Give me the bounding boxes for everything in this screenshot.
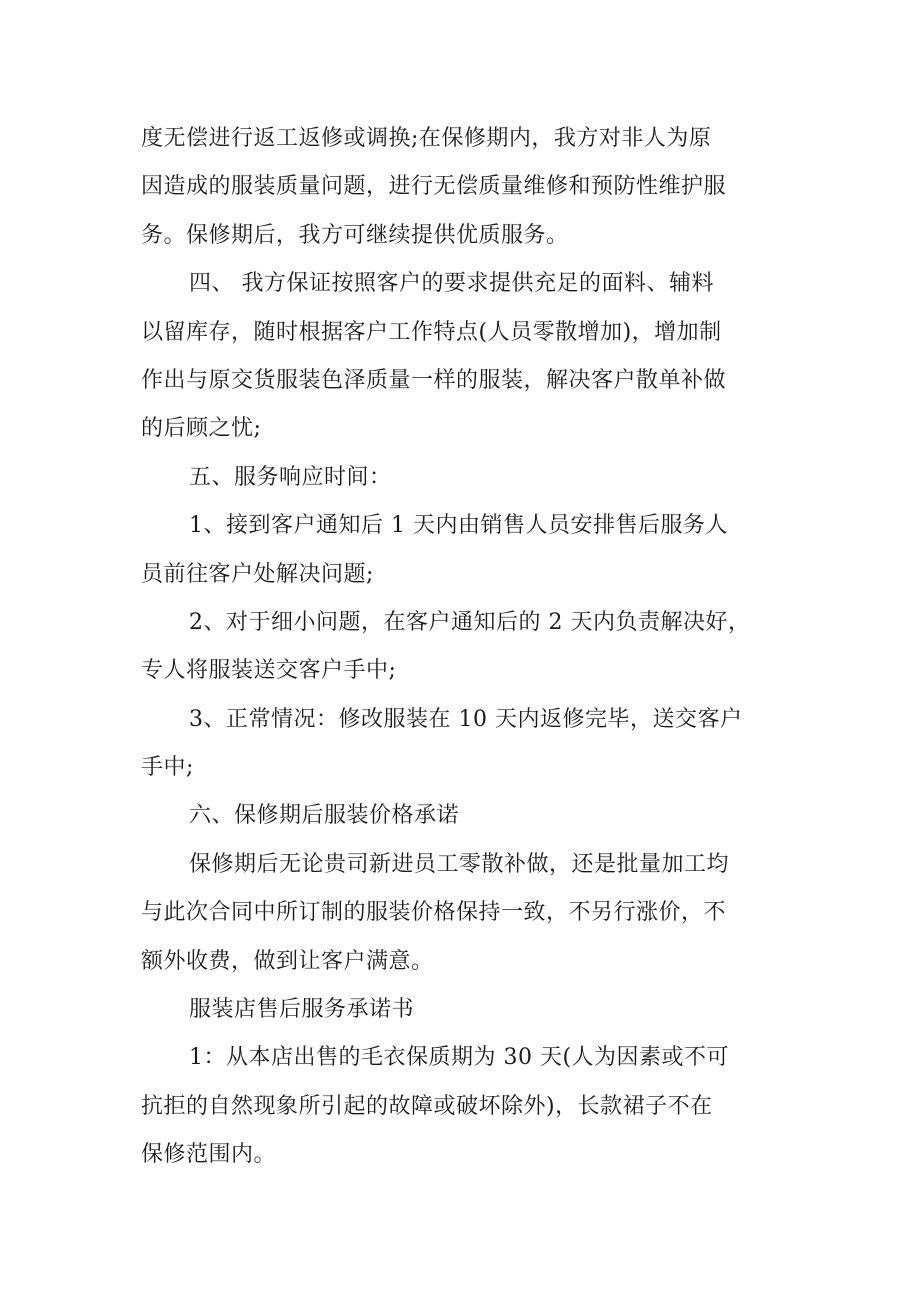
list-item-line: 1：从本店出售的毛衣保质期为 30 天(人为因素或不可	[189, 1045, 730, 1071]
document-subtitle: 服装店售后服务承诺书	[189, 997, 415, 1023]
text-line: 与此次合同中所订制的服装价格保持一致，不另行涨价，不	[141, 900, 727, 926]
document-body	[141, 115, 791, 1180]
text-line: 额外收费，做到让客户满意。	[141, 948, 434, 974]
text-line: 作出与原交货服装色泽质量一样的服装，解决客户散单补做	[141, 367, 727, 393]
text-line: 抗拒的自然现象所引起的故障或破坏除外)，长款裙子不在	[141, 1093, 713, 1119]
text-line: 专人将服装送交客户手中;	[141, 658, 397, 684]
text-line: 的后顾之忧;	[141, 416, 262, 442]
section-four-heading-line: 四、 我方保证按照客户的要求提供充足的面料、辅料	[189, 271, 714, 297]
list-item-line: 2、对于细小问题，在客户通知后的 2 天内负责解决好，	[189, 609, 751, 635]
list-item-line: 3、正常情况：修改服装在 10 天内返修完毕，送交客户	[189, 706, 743, 732]
text-line: 以留库存，随时根据客户工作特点(人员零散增加)，增加制	[141, 319, 722, 345]
text-line: 保修范围内。	[141, 1142, 277, 1168]
text-line: 务。保修期后，我方可继续提供优质服务。	[141, 222, 569, 248]
text-line: 度无偿进行返工返修或调换;在保修期内，我方对非人为原	[141, 126, 712, 151]
list-item-line: 1、接到客户通知后 1 天内由销售人员安排售后服务人	[189, 513, 728, 539]
text-line: 因造成的服装质量问题，进行无偿质量维修和预防性维护服	[141, 174, 727, 200]
text-line: 员前往客户处解决问题;	[141, 561, 374, 587]
paragraph-line: 保修期后无论贵司新进员工零散补做，还是批量加工均	[189, 851, 730, 877]
section-five-heading: 五、服务响应时间：	[189, 464, 392, 490]
text-line: 手中;	[141, 755, 194, 781]
section-six-heading: 六、保修期后服装价格承诺	[189, 803, 460, 829]
